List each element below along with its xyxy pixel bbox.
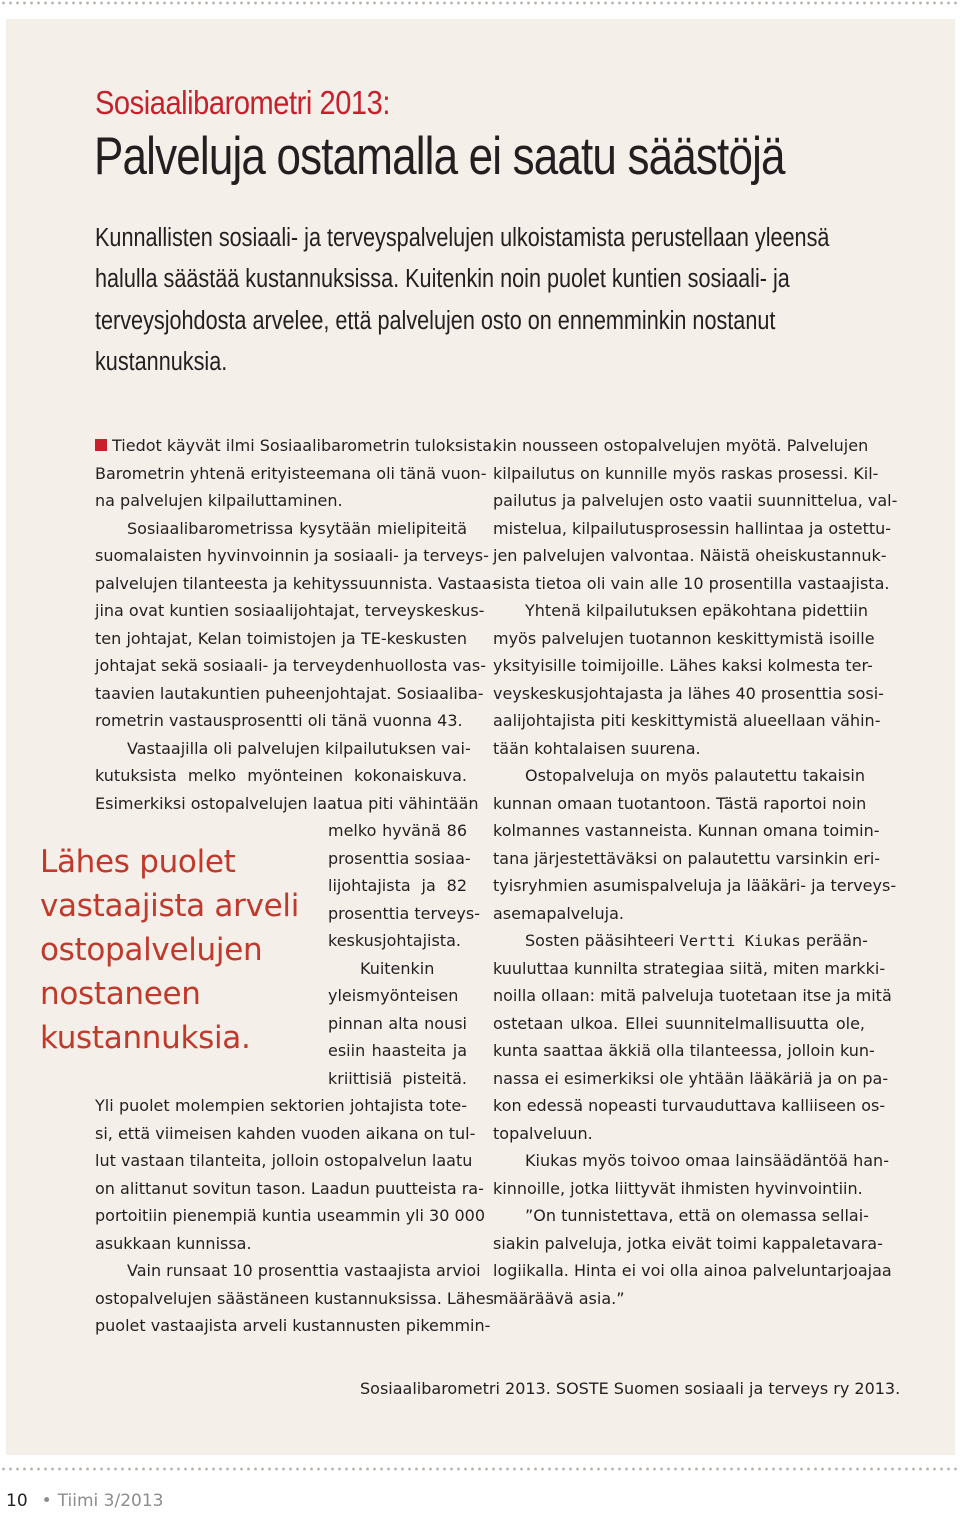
top-dotted-rule: [0, 0, 960, 6]
bottom-dotted-rule: [0, 1466, 960, 1472]
body-line: nassa ei esimerkiksi ole yhtään lääkäriä ja on pa-: [493, 1068, 889, 1088]
body-line: asemapalveluja.: [493, 903, 625, 923]
body-line: aalijohtajista piti keskittymistä alueellaan vähin-: [493, 711, 881, 730]
lead-line: halulla säästää kustannuksissa. Kuitenkin noin puolet kuntien sosiaali- ja: [95, 265, 790, 294]
pull-quote-line: Lähes puolet: [40, 844, 236, 880]
body-line: taavien lautakuntien puheenjohtajat. Sosiaaliba-: [95, 683, 484, 703]
body-line: ostopalvelujen säästäneen kustannuksissa. Lähes: [95, 1288, 494, 1308]
body-line: si, että viimeisen kahden vuoden aikana on tul-: [95, 1123, 476, 1143]
article-headline: Palveluja ostamalla ei saatu säästöjä: [94, 127, 785, 186]
body-line: keskusjohtajista.: [328, 931, 461, 950]
body-line: kunnan omaan tuotantoon. Tästä raportoi noin: [493, 793, 867, 813]
body-line: Yhtenä kilpailutuksen epäkohtana pidettiin: [525, 601, 869, 620]
body-line: jen palvelujen valvontaa. Näistä oheiskustannuk-: [493, 546, 887, 565]
body-line: myös palvelujen tuotannon keskittymistä isoille: [493, 628, 875, 648]
body-column-right: [493, 432, 898, 1312]
body-line: Sosten pääsihteeri Vertti Kiukas perään-: [525, 931, 868, 950]
body-line: yksityisille toimijoille. Lähes kaksi kolmesta ter-: [493, 656, 873, 675]
body-line: kutuksista melko myönteinen kokonaiskuva.: [95, 766, 467, 785]
square-bullet-icon: [95, 439, 107, 451]
body-line: na palvelujen kilpailuttaminen.: [95, 491, 343, 510]
body-column-left: [95, 432, 498, 817]
body-line: mistelua, kilpailutusprosessin hallintaa ja ostettu-: [493, 518, 892, 538]
body-line: logiikalla. Hinta ei voi olla ainoa palveluntarjoajaa: [493, 1261, 892, 1280]
body-line: jina ovat kuntien sosiaalijohtajat, terveyskeskus-: [95, 601, 485, 620]
body-line: tana järjestettäväksi on palautettu varsinkin eri-: [493, 848, 881, 868]
body-line: kin nousseen ostopalvelujen myötä. Palvelujen: [493, 436, 869, 455]
page-number: 10: [6, 1491, 28, 1511]
body-line: prosenttia sosiaa-: [328, 848, 471, 868]
body-line: palvelujen tilanteesta ja kehityssuunnista. Vastaa-: [95, 573, 498, 593]
body-line: Ostopalveluja on myös palautettu takaisin: [525, 766, 865, 785]
issue-number: 3/2013: [103, 1491, 164, 1511]
body-line: siakin palveluja, jotka eivät toimi kappaletavara-: [493, 1233, 883, 1253]
body-line: määräävä asia.”: [493, 1288, 625, 1308]
body-line: Esimerkiksi ostopalvelujen laatua piti vähintään: [95, 793, 479, 813]
body-line: Yli puolet molempien sektorien johtajista tote-: [95, 1096, 467, 1115]
body-line: Barometrin yhtenä erityisteemana oli tänä vuon-: [95, 463, 487, 483]
pull-quote-line: ostopalvelujen: [40, 932, 263, 968]
pull-quote-line: nostaneen: [40, 976, 201, 1012]
body-line: sista tietoa oli vain alle 10 prosentilla vastaajista.: [493, 573, 890, 593]
body-line: melko hyvänä 86: [328, 821, 467, 840]
body-line: pinnan alta nousi: [328, 1013, 467, 1033]
body-line: portoitiin pienempiä kuntia useammin yli 30 000: [95, 1206, 485, 1225]
lead-line: Kunnallisten sosiaali- ja terveyspalvelujen ulkoistamista perustellaan yleensä: [95, 224, 830, 252]
body-line: tään kohtalaisen suurena.: [493, 738, 701, 758]
pull-quote-line: vastaajista arveli: [40, 888, 300, 924]
body-line: kinnoille, jotka liittyvät ihmisten hyvinvointiin.: [493, 1178, 863, 1198]
body-line: on alittanut sovitun tason. Laadun puutteista ra-: [95, 1178, 484, 1198]
body-line: lijohtajista ja 82: [328, 876, 467, 895]
body-line: pailutus ja palvelujen osto vaatii suunnittelua, val-: [493, 491, 898, 510]
body-line: kilpailutus on kunnille myös raskas prosessi. Kil-: [493, 463, 879, 483]
body-line: topalveluun.: [493, 1123, 593, 1143]
body-column-narrow: [328, 817, 480, 1092]
body-line: noilla ollaan: mitä palveluja tuotetaan itse ja mitä: [493, 986, 892, 1005]
article-lead: [95, 218, 858, 383]
pull-quote: [40, 840, 310, 1060]
body-line: kolmannes vastanneista. Kunnan omana toimin-: [493, 821, 880, 840]
body-line: kriittisiä pisteitä.: [328, 1068, 467, 1088]
body-line: Sosiaalibarometrissa kysytään mielipiteitä: [127, 518, 467, 538]
body-line: Vain runsaat 10 prosenttia vastaajista arvioi: [127, 1261, 481, 1280]
body-line: prosenttia terveys-: [328, 903, 480, 923]
lead-line: terveysjohdosta arvelee, että palvelujen osto on ennemminkin nostanut: [95, 306, 776, 335]
body-line: tyisryhmien asumispalveluja ja lääkäri- ja terveys-: [493, 876, 897, 895]
body-line: yleismyönteisen: [328, 986, 459, 1005]
body-line: johtajat sekä sosiaali- ja terveydenhuollosta vas-: [95, 656, 486, 675]
body-line: Kiukas myös toivoo omaa lainsäädäntöä han-: [525, 1151, 889, 1170]
body-line: Vastaajilla oli palvelujen kilpailutuksen vai-: [127, 738, 471, 758]
body-line: esiin haasteita ja: [328, 1041, 467, 1060]
source-credit: Sosiaalibarometri 2013. SOSTE Suomen sosiaali ja terveys ry 2013.: [360, 1379, 901, 1398]
body-line: veyskeskusjohtajasta ja lähes 40 prosenttia sosi-: [493, 683, 884, 703]
article-kicker: Sosiaalibarometri 2013:: [95, 84, 390, 121]
body-line: rometrin vastausprosentti oli tänä vuonna 43.: [95, 711, 463, 730]
body-line: kuuluttaa kunnilta strategiaa siitä, miten markki-: [493, 958, 886, 978]
body-line: Tiedot käyvät ilmi Sosiaalibarometrin tuloksista.: [95, 432, 467, 460]
bullet-dot-icon: •: [41, 1491, 52, 1511]
body-line: lut vastaan tilanteita, jolloin ostopalvelun laatu: [95, 1151, 473, 1170]
body-line: kunta saattaa äkkiä olla tilanteessa, jolloin kun-: [493, 1041, 875, 1060]
body-line: Kuitenkin: [360, 958, 435, 978]
body-line: puolet vastaajista arveli kustannusten pikemmin-: [95, 1316, 491, 1335]
body-line: ”On tunnistettava, että on olemassa sellai-: [525, 1206, 869, 1225]
body-line: ostetaan ulkoa. Ellei suunnitelmallisuutta ole,: [493, 1013, 865, 1033]
body-line: suomalaisten hyvinvoinnin ja sosiaali- ja terveys-: [95, 546, 489, 565]
lead-line: kustannuksia.: [95, 347, 228, 376]
page-footer: [6, 1491, 163, 1511]
body-line: asukkaan kunnissa.: [95, 1233, 252, 1253]
body-line: kon edessä nopeasti turvauduttava kalliiseen os-: [493, 1096, 886, 1115]
body-column-left-bottom: [95, 1092, 494, 1340]
person-name: Vertti Kiukas: [679, 932, 801, 950]
pull-quote-line: kustannuksia.: [40, 1020, 251, 1056]
body-line: ten johtajat, Kelan toimistojen ja TE-keskusten: [95, 628, 467, 648]
magazine-name: Tiimi: [57, 1491, 99, 1511]
